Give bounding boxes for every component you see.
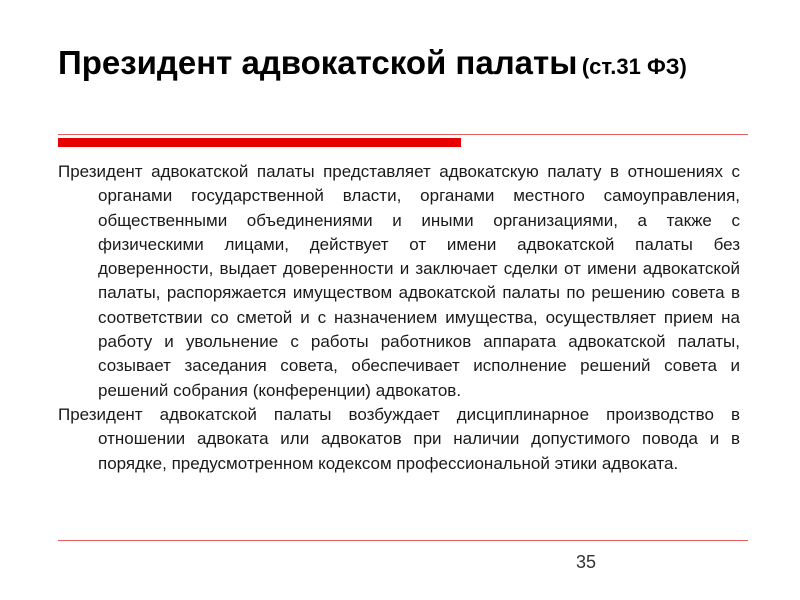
title-accent-bar bbox=[58, 138, 461, 147]
body-paragraph-2: Президент адвокатской палаты возбуждает дисциплинарное производство в отношении адвоката или адвокатов при наличии допустимого повода и в порядке, предусмотренном кодексом профессиональной этики адвоката. bbox=[58, 404, 740, 473]
body-paragraph-1: Президент адвокатской палаты представляет адвокатскую палату в отношениях с органами государственной власти, органами местного самоуправления, общественными объединениями и иными организациями, а также с физическими лицами, действует от имени адвокатской палаты без доверенности, выдает доверенности и заключает сделки от имени адвокатской палаты, распоряжается имуществом адвокатской палаты по решению совета в соответствии со сметой и с назначением имущества, осуществляет прием на работу и увольнение с работы работников аппарата адвокатской палаты, созывает заседания совета, обеспечивает исполнение решений совета и решений собрания (конференции) адвокатов. bbox=[58, 162, 740, 400]
footer-divider-line bbox=[58, 540, 748, 541]
title-divider-line bbox=[58, 134, 748, 135]
slide-title bbox=[58, 38, 758, 95]
slide-body bbox=[58, 160, 740, 476]
slide-title-main: Президент адвокатской палаты bbox=[58, 44, 578, 81]
page-number: 35 bbox=[576, 552, 597, 572]
slide-title-suffix: (ст.31 ФЗ) bbox=[581, 54, 687, 79]
